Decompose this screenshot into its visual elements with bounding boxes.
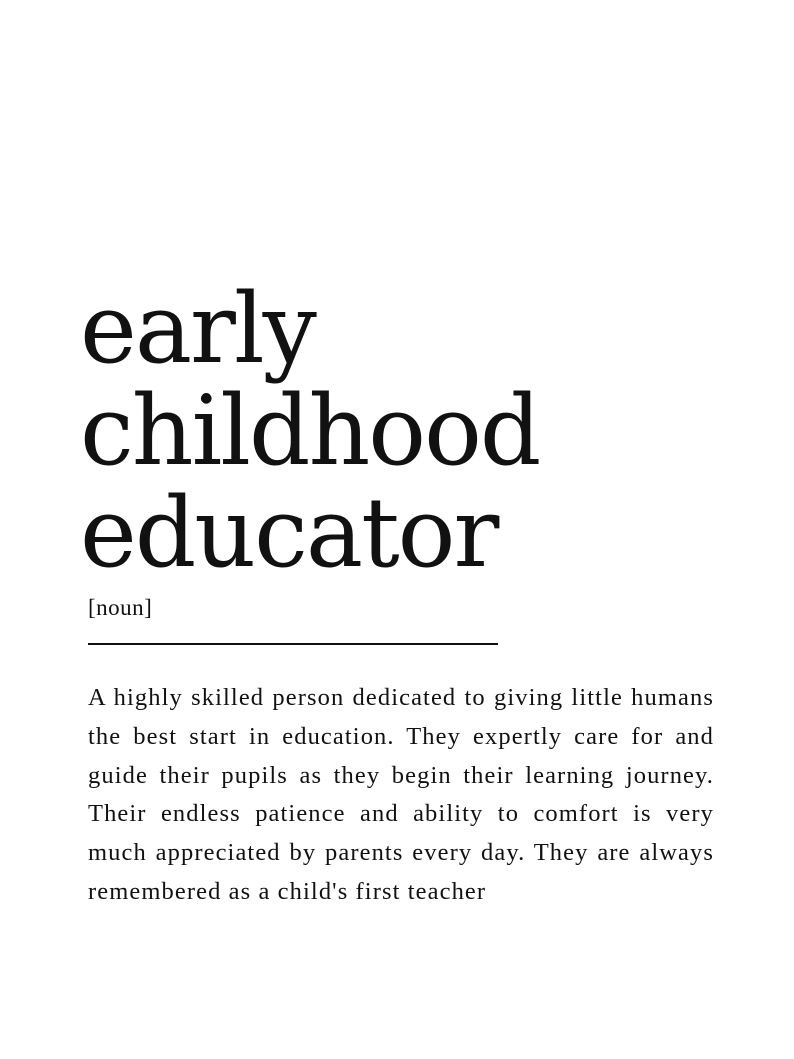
divider-line <box>88 643 498 645</box>
definition-text: A highly skilled person dedicated to giving little humans the best start in education. They expertly care for and guide their pupils as they begin their learning journey. Their endless patience and ability to comfort is very much appreciated by parents every day. They are always remembered as a child's first teacher <box>88 684 714 905</box>
term-line-1: early <box>80 273 315 385</box>
term-heading <box>80 273 760 589</box>
part-of-speech: [noun] <box>88 595 153 620</box>
term-line-3: educator <box>80 477 498 589</box>
term-line-2: childhood <box>80 375 540 487</box>
